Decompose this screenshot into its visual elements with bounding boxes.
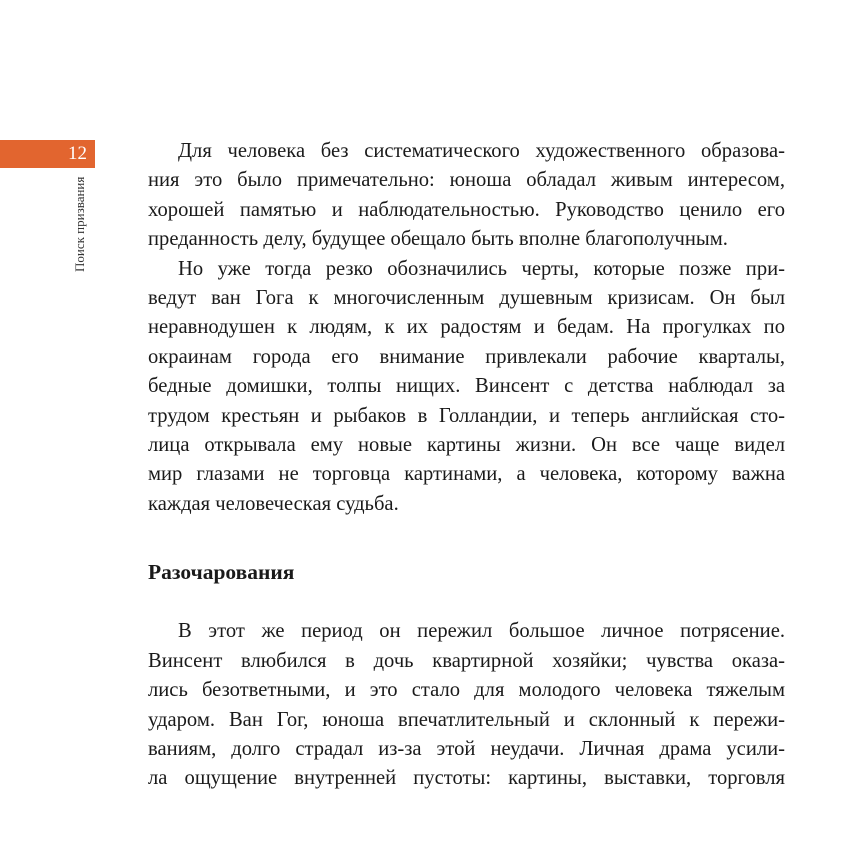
paragraph-3 bbox=[148, 617, 785, 793]
text-line: ведут ван Гога к многочисленным душевным кризисам. Он был bbox=[148, 287, 785, 310]
paragraph-1 bbox=[148, 137, 785, 255]
text-line: Винсент влюбился в дочь квартирной хозяйки; чувства оказа- bbox=[148, 649, 785, 672]
text-line: ваниям, долго страдал из-за этой неудачи. Личная драма усили- bbox=[148, 737, 785, 760]
text-line: преданность делу, будущее обещало быть вполне благополучным. bbox=[148, 228, 728, 251]
running-head: Поиск призвания bbox=[72, 177, 87, 273]
page-number: 12 bbox=[68, 143, 87, 164]
text-line: хорошей памятью и наблюдательностью. Руководство ценило его bbox=[148, 198, 785, 221]
page-number-tab bbox=[0, 140, 95, 168]
text-line: Для человека без систематического художественного образова- bbox=[178, 140, 785, 162]
section-heading: Разочарования bbox=[148, 560, 295, 585]
text-line: Но уже тогда резко обозначились черты, которые позже при- bbox=[178, 257, 785, 280]
text-line: каждая человеческая судьба. bbox=[148, 492, 399, 515]
body-text bbox=[148, 137, 785, 794]
text-line: мир глазами не торговца картинами, а человека, которому важна bbox=[148, 463, 785, 486]
text-line: ла ощущение внутренней пустоты: картины, выставки, торговля bbox=[148, 767, 785, 790]
text-line: неравнодушен к людям, к их радостям и бедам. На прогулках по bbox=[148, 316, 785, 339]
text-line: лица открывала ему новые картины жизни. Он все чаще видел bbox=[148, 434, 785, 457]
text-line: лись безответными, и это стало для молодого человека тяжелым bbox=[148, 679, 785, 702]
text-line: В этот же период он пережил большое личное потрясение. bbox=[178, 620, 785, 643]
text-line: трудом крестьян и рыбаков в Голландии, и теперь английская сто- bbox=[148, 404, 785, 427]
text-line: бедные домишки, толпы нищих. Винсент с детства наблюдал за bbox=[148, 375, 785, 398]
text-line: ударом. Ван Гог, юноша впечатлительный и склонный к пережи- bbox=[148, 708, 785, 731]
paragraph-2 bbox=[148, 255, 785, 520]
text-line: окраинам города его внимание привлекали рабочие кварталы, bbox=[148, 345, 785, 368]
text-line: ния это было примечательно: юноша обладал живым интересом, bbox=[148, 169, 785, 192]
